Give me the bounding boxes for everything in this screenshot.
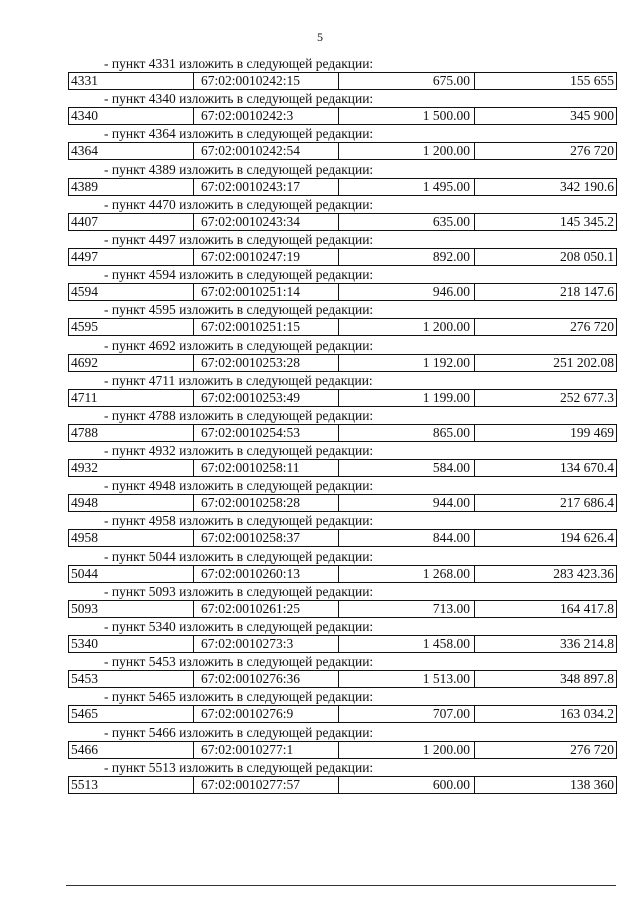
cadastral-number-cell: 67:02:0010258:37 xyxy=(193,530,338,546)
table-row xyxy=(68,459,617,477)
amendment-entry xyxy=(68,126,617,161)
cadastral-value-cell: 155 655 xyxy=(474,73,616,89)
cadastral-value-cell: 251 202.08 xyxy=(474,355,616,371)
cadastral-value-cell: 138 360 xyxy=(474,777,616,793)
cadastral-number-cell: 67:02:0010277:57 xyxy=(193,777,338,793)
table-row xyxy=(68,248,617,266)
area-cell: 865.00 xyxy=(338,425,474,441)
item-number-cell: 4958 xyxy=(71,530,98,546)
area-cell: 1 495.00 xyxy=(338,179,474,195)
table-row xyxy=(68,107,617,125)
amendment-caption: - пункт 4594 изложить в следующей редакции: xyxy=(104,267,374,283)
cadastral-number-cell: 67:02:0010254:53 xyxy=(193,425,338,441)
amendment-entry xyxy=(68,619,617,654)
item-number-cell: 5044 xyxy=(71,565,98,581)
cadastral-value-cell: 252 677.3 xyxy=(474,390,616,406)
amendment-entry xyxy=(68,654,617,689)
area-cell: 675.00 xyxy=(338,73,474,89)
amendment-caption: - пункт 4340 изложить в следующей редакции: xyxy=(104,91,374,107)
area-cell: 944.00 xyxy=(338,495,474,511)
cadastral-value-cell: 134 670.4 xyxy=(474,460,616,476)
amendment-entry xyxy=(68,373,617,408)
area-cell: 1 458.00 xyxy=(338,636,474,652)
amendment-caption: - пункт 5340 изложить в следующей редакции: xyxy=(104,619,374,634)
item-number-cell: 5465 xyxy=(71,706,98,722)
cadastral-value-cell: 342 190.6 xyxy=(474,179,616,195)
cadastral-value-cell: 348 897.8 xyxy=(474,671,616,687)
amendment-entry xyxy=(68,91,617,126)
cadastral-value-cell: 218 147.6 xyxy=(474,284,616,300)
cadastral-number-cell: 67:02:0010273:3 xyxy=(193,636,338,652)
item-number-cell: 4331 xyxy=(71,73,98,88)
area-cell: 892.00 xyxy=(338,249,474,265)
item-number-cell: 4595 xyxy=(71,319,98,335)
amendments-list xyxy=(68,56,617,795)
item-number-cell: 4788 xyxy=(71,424,98,440)
area-cell: 1 200.00 xyxy=(338,143,474,159)
amendment-entry xyxy=(68,408,617,443)
cadastral-value-cell: 199 469 xyxy=(474,425,616,441)
cadastral-number-cell: 67:02:0010277:1 xyxy=(193,742,338,758)
page-number: 5 xyxy=(317,30,323,44)
area-cell: 635.00 xyxy=(338,214,474,230)
table-row xyxy=(68,389,617,407)
area-cell: 1 199.00 xyxy=(338,390,474,406)
amendment-caption: - пункт 4692 изложить в следующей редакции: xyxy=(104,337,374,353)
amendment-entry xyxy=(68,725,617,760)
amendment-entry xyxy=(68,549,617,584)
item-number-cell: 4692 xyxy=(71,354,98,370)
amendment-entry xyxy=(68,513,617,548)
area-cell: 1 200.00 xyxy=(338,742,474,758)
area-cell: 1 192.00 xyxy=(338,355,474,371)
table-row xyxy=(68,600,617,618)
amendment-entry xyxy=(68,584,617,619)
table-row xyxy=(68,318,617,336)
cadastral-number-cell: 67:02:0010276:9 xyxy=(193,706,338,722)
cadastral-value-cell: 145 345.2 xyxy=(474,214,616,230)
cadastral-value-cell: 163 034.2 xyxy=(474,706,616,722)
table-row xyxy=(68,741,617,759)
table-row xyxy=(68,670,617,688)
area-cell: 844.00 xyxy=(338,530,474,546)
item-number-cell: 5513 xyxy=(71,776,98,792)
item-number-cell: 4932 xyxy=(71,460,98,476)
cadastral-value-cell: 276 720 xyxy=(474,143,616,159)
cadastral-number-cell: 67:02:0010260:13 xyxy=(193,566,338,582)
amendment-entry xyxy=(68,338,617,373)
table-row xyxy=(68,424,617,442)
area-cell: 946.00 xyxy=(338,284,474,300)
amendment-caption: - пункт 4497 изложить в следующей редакции: xyxy=(104,231,374,247)
cadastral-number-cell: 67:02:0010261:25 xyxy=(193,601,338,617)
item-number-cell: 5453 xyxy=(71,671,98,687)
amendment-entry xyxy=(68,689,617,724)
amendment-entry xyxy=(68,478,617,513)
table-row xyxy=(68,494,617,512)
amendment-caption: - пункт 4788 изложить в следующей редакции: xyxy=(104,407,374,423)
area-cell: 584.00 xyxy=(338,460,474,476)
amendment-caption: - пункт 4595 изложить в следующей редакции: xyxy=(104,302,374,318)
amendment-entry xyxy=(68,162,617,197)
cadastral-number-cell: 67:02:0010251:15 xyxy=(193,319,338,335)
cadastral-number-cell: 67:02:0010276:36 xyxy=(193,671,338,687)
amendment-caption: - пункт 5093 изложить в следующей редакции: xyxy=(104,583,374,599)
item-number-cell: 4407 xyxy=(71,213,98,229)
amendment-entry xyxy=(68,302,617,337)
cadastral-value-cell: 208 050.1 xyxy=(474,249,616,265)
item-number-cell: 4497 xyxy=(71,248,98,264)
table-row xyxy=(68,705,617,723)
amendment-caption: - пункт 5044 изложить в следующей редакции: xyxy=(104,548,374,564)
cadastral-value-cell: 276 720 xyxy=(474,319,616,335)
cadastral-number-cell: 67:02:0010258:28 xyxy=(193,495,338,511)
cadastral-number-cell: 67:02:0010253:28 xyxy=(193,355,338,371)
amendment-entry xyxy=(68,232,617,267)
amendment-caption: - пункт 4470 изложить в следующей редакции: xyxy=(104,196,374,212)
item-number-cell: 4711 xyxy=(71,389,98,405)
item-number-cell: 5466 xyxy=(71,741,98,757)
amendment-caption: - пункт 4364 изложить в следующей редакции: xyxy=(104,126,374,142)
amendment-caption: - пункт 4948 изложить в следующей редакции: xyxy=(104,478,374,494)
area-cell: 1 268.00 xyxy=(338,566,474,582)
item-number-cell: 4340 xyxy=(71,108,98,124)
area-cell: 1 200.00 xyxy=(338,319,474,335)
amendment-caption: - пункт 4932 изложить в следующей редакции: xyxy=(104,443,374,459)
item-number-cell: 5093 xyxy=(71,600,98,616)
amendment-caption: - пункт 4389 изложить в следующей редакции: xyxy=(104,161,374,177)
amendment-caption: - пункт 5466 изложить в следующей редакции: xyxy=(104,724,374,740)
amendment-entry xyxy=(68,760,617,795)
table-row xyxy=(68,178,617,196)
item-number-cell: 4948 xyxy=(71,495,98,511)
item-number-cell: 4389 xyxy=(71,178,98,194)
amendment-entry xyxy=(68,267,617,302)
table-row xyxy=(68,529,617,547)
area-cell: 713.00 xyxy=(338,601,474,617)
area-cell: 707.00 xyxy=(338,706,474,722)
table-row xyxy=(68,635,617,653)
amendment-entry xyxy=(68,443,617,478)
cadastral-number-cell: 67:02:0010242:54 xyxy=(193,143,338,159)
amendment-caption: - пункт 4711 изложить в следующей редакции: xyxy=(104,372,373,388)
cadastral-number-cell: 67:02:0010242:3 xyxy=(193,108,338,124)
amendment-caption: - пункт 5453 изложить в следующей редакции: xyxy=(104,654,374,670)
footer-rule xyxy=(66,885,616,886)
amendment-caption: - пункт 4331 изложить в следующей редакции: xyxy=(104,56,374,71)
area-cell: 1 500.00 xyxy=(338,108,474,124)
cadastral-value-cell: 217 686.4 xyxy=(474,495,616,511)
cadastral-value-cell: 345 900 xyxy=(474,108,616,124)
table-row xyxy=(68,213,617,231)
amendment-entry xyxy=(68,56,617,91)
cadastral-number-cell: 67:02:0010253:49 xyxy=(193,390,338,406)
amendment-caption: - пункт 4958 изложить в следующей редакции: xyxy=(104,513,374,529)
cadastral-value-cell: 194 626.4 xyxy=(474,530,616,546)
cadastral-number-cell: 67:02:0010242:15 xyxy=(193,73,338,89)
item-number-cell: 4594 xyxy=(71,284,98,300)
cadastral-number-cell: 67:02:0010258:11 xyxy=(193,460,338,476)
table-row xyxy=(68,142,617,160)
cadastral-value-cell: 276 720 xyxy=(474,742,616,758)
table-row xyxy=(68,283,617,301)
table-row xyxy=(68,354,617,372)
table-row xyxy=(68,776,617,794)
amendment-entry xyxy=(68,197,617,232)
item-number-cell: 4364 xyxy=(71,143,98,159)
amendment-caption: - пункт 5513 изложить в следующей редакции: xyxy=(104,759,374,775)
area-cell: 600.00 xyxy=(338,777,474,793)
cadastral-number-cell: 67:02:0010247:19 xyxy=(193,249,338,265)
cadastral-value-cell: 336 214.8 xyxy=(474,636,616,652)
cadastral-value-cell: 283 423.36 xyxy=(474,566,616,582)
cadastral-number-cell: 67:02:0010251:14 xyxy=(193,284,338,300)
amendment-caption: - пункт 5465 изложить в следующей редакции: xyxy=(104,689,374,705)
cadastral-number-cell: 67:02:0010243:17 xyxy=(193,179,338,195)
table-row xyxy=(68,565,617,583)
table-row xyxy=(68,72,617,90)
cadastral-number-cell: 67:02:0010243:34 xyxy=(193,214,338,230)
item-number-cell: 5340 xyxy=(71,636,98,651)
area-cell: 1 513.00 xyxy=(338,671,474,687)
cadastral-value-cell: 164 417.8 xyxy=(474,601,616,617)
